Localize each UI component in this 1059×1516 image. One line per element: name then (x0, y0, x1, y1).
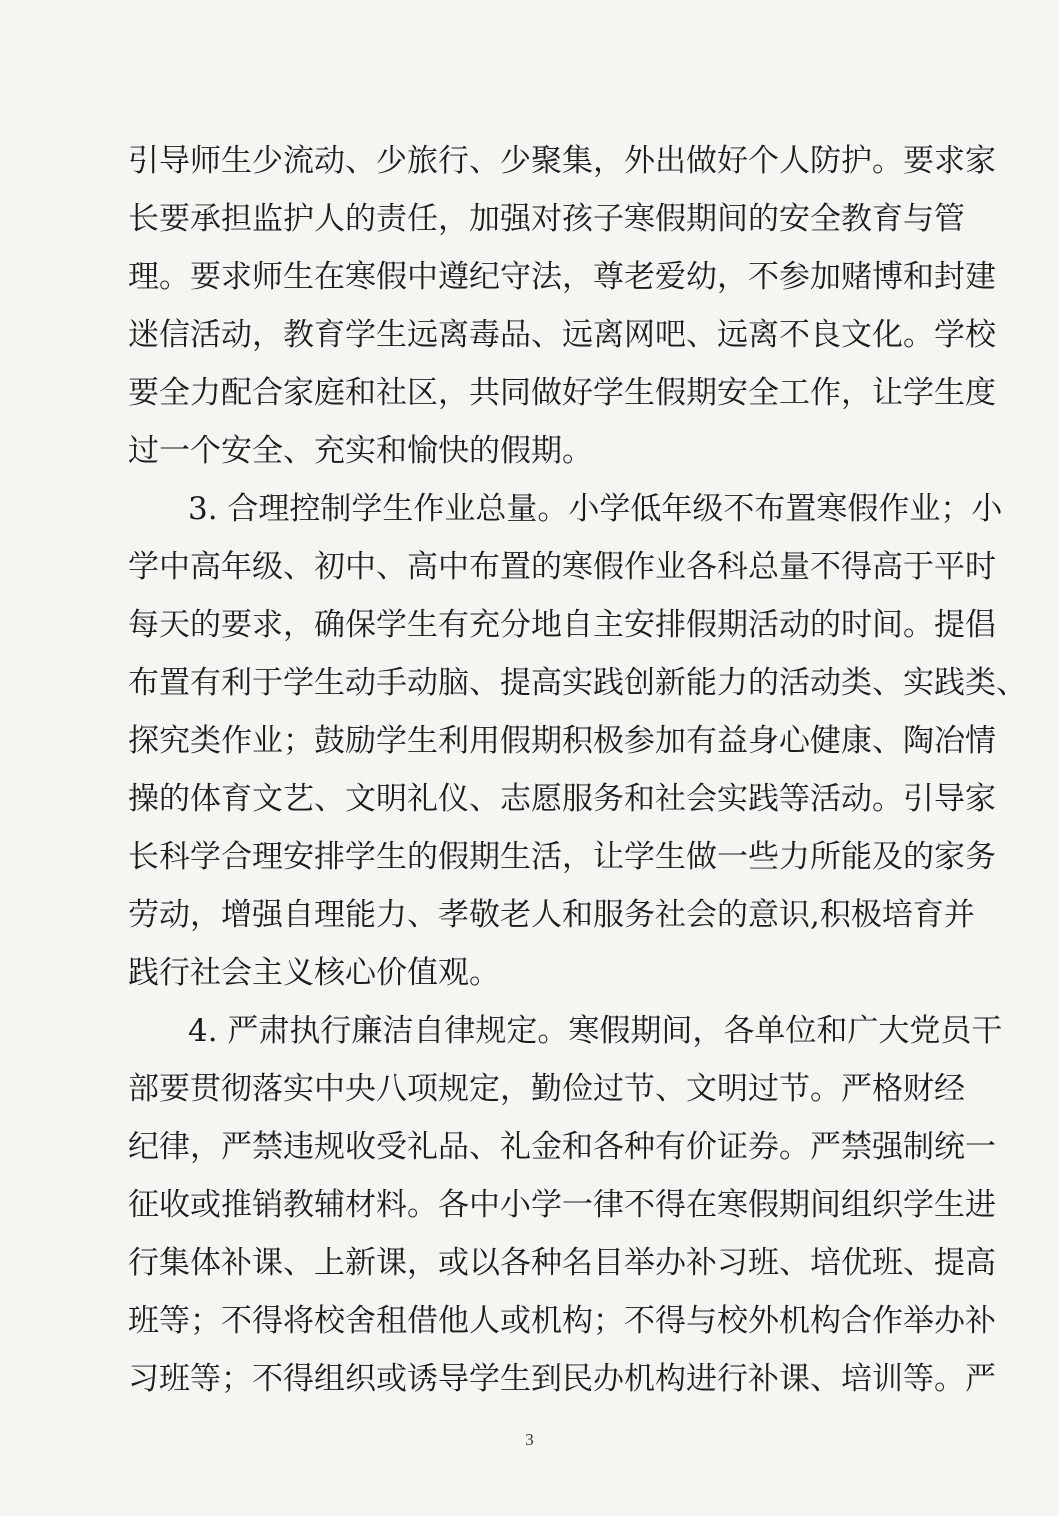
text-line: 每天的要求，确保学生有充分地自主安排假期活动的时间。提倡 (128, 607, 996, 643)
text-line: 迷信活动，教育学生远离毒品、远离网吧、远离不良文化。学校 (128, 317, 996, 353)
text-line: 长科学合理安排学生的假期生活，让学生做一些力所能及的家务 (128, 839, 996, 875)
paragraph-4-heading-line: 4. 严肃执行廉洁自律规定。寒假期间，各单位和广大党员干 (188, 1013, 1003, 1049)
text-line: 学中高年级、初中、高中布置的寒假作业各科总量不得高于平时 (128, 549, 996, 585)
text-line: 布置有利于学生动手动脑、提高实践创新能力的活动类、实践类、 (128, 665, 1027, 701)
text-line: 践行社会主义核心价值观。 (128, 955, 500, 991)
text-line: 长要承担监护人的责任，加强对孩子寒假期间的安全教育与管 (128, 201, 965, 237)
page-number: 3 (525, 1430, 534, 1449)
text-line: 引导师生少流动、少旅行、少聚集，外出做好个人防护。要求家 (128, 143, 996, 179)
text-line: 征收或推销教辅材料。各中小学一律不得在寒假期间组织学生进 (128, 1187, 996, 1223)
text-line: 过一个安全、充实和愉快的假期。 (128, 433, 593, 469)
text-line: 操的体育文艺、文明礼仪、志愿服务和社会实践等活动。引导家 (128, 781, 996, 817)
text-line: 理。要求师生在寒假中遵纪守法，尊老爱幼，不参加赌博和封建 (128, 259, 996, 295)
text-line: 劳动，增强自理能力、孝敬老人和服务社会的意识,积极培育并 (128, 897, 975, 933)
text-line: 班等；不得将校舍租借他人或机构；不得与校外机构合作举办补 (128, 1303, 996, 1339)
text-line: 行集体补课、上新课，或以各种名目举办补习班、培优班、提高 (128, 1245, 996, 1281)
text-line: 部要贯彻落实中央八项规定，勤俭过节、文明过节。严格财经 (128, 1071, 965, 1107)
text-line: 习班等；不得组织或诱导学生到民办机构进行补课、培训等。严 (128, 1361, 996, 1397)
text-line: 纪律，严禁违规收受礼品、礼金和各种有价证券。严禁强制统一 (128, 1129, 996, 1165)
text-line: 探究类作业；鼓励学生利用假期积极参加有益身心健康、陶冶情 (128, 723, 996, 759)
paragraph-3-heading-line: 3. 合理控制学生作业总量。小学低年级不布置寒假作业；小 (188, 491, 1003, 527)
text-line: 要全力配合家庭和社区，共同做好学生假期安全工作，让学生度 (128, 375, 996, 411)
